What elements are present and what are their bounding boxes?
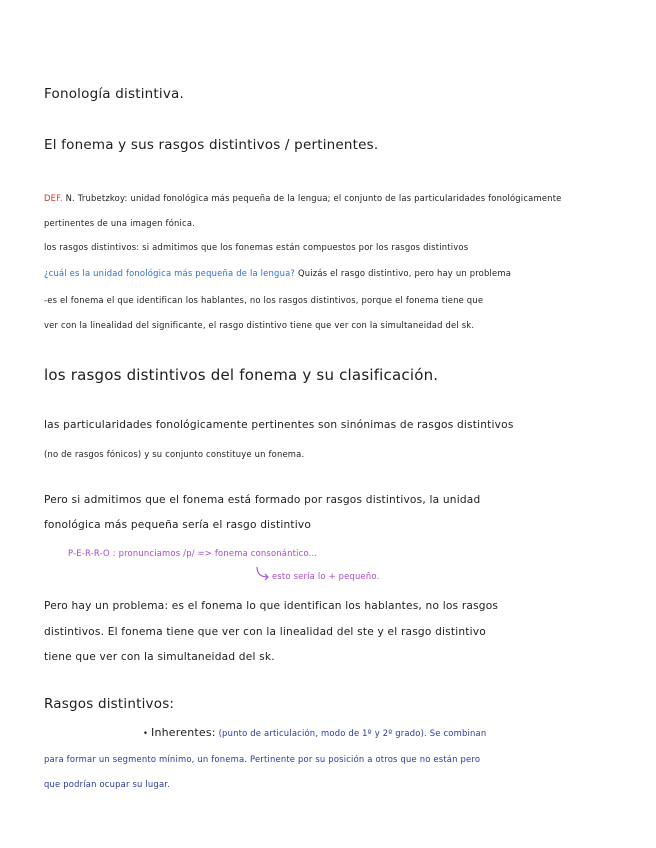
- definition-line-2: pertinentes de una imagen fónica.: [44, 218, 196, 228]
- definition-text: N. Trubetzkoy: unidad fonológica más pequeña de la lengua; el conjunto de las particularidades fonológicamente: [65, 193, 562, 203]
- section-heading-rasgos: Rasgos distintivos:: [44, 696, 175, 712]
- inherentes-text-1: (punto de articulación, modo de 1º y 2º grado). Se combinan: [218, 728, 487, 738]
- paragraph-3-line-2: distintivos. El fonema tiene que ver con la linealidad del ste y el rasgo distintivo: [44, 626, 486, 638]
- paragraph-1-line-1: las particularidades fonológicamente pertinentes son sinónimas de rasgos distintivos: [44, 419, 514, 431]
- problem-line-2: ver con la linealidad del significante, el rasgo distintivo tiene que ver con la simultaneidad del sk.: [44, 320, 475, 330]
- definition-tag: DEF.: [44, 193, 63, 203]
- section-heading-fonema: El fonema y sus rasgos distintivos / pertinentes.: [44, 137, 379, 153]
- question-text: ¿cuál es la unidad fonológica más pequeña de la lengua?: [44, 268, 296, 278]
- paragraph-1-line-2: (no de rasgos fónicos) y su conjunto constituye un fonema.: [44, 449, 305, 459]
- example-note: esto sería lo + pequeño.: [272, 571, 380, 581]
- curved-arrow-icon: [254, 566, 274, 582]
- page-title: Fonología distintiva.: [44, 86, 185, 102]
- inherentes-label: Inherentes:: [151, 726, 216, 739]
- section-heading-clasificacion: los rasgos distintivos del fonema y su clasificación.: [44, 366, 439, 384]
- paragraph-3-line-1: Pero hay un problema: es el fonema lo que identifican los hablantes, no los rasgos: [44, 600, 499, 612]
- question-answer: Quizás el rasgo distintivo, pero hay un problema: [297, 268, 512, 278]
- rasgos-line: los rasgos distintivos: si admitimos que los fonemas están compuestos por los rasgos distintivos: [44, 242, 469, 252]
- paragraph-2-line-1: Pero si admitimos que el fonema está formado por rasgos distintivos, la unidad: [44, 494, 481, 506]
- paragraph-3-line-3: tiene que ver con la simultaneidad del sk.: [44, 651, 275, 663]
- problem-line-1: -es el fonema el que identifican los hablantes, no los rasgos distintivos, porque el fonema tiene que: [44, 295, 484, 305]
- bullet-icon: •: [143, 728, 149, 738]
- example-perro: P-E-R-R-O : pronunciamos /p/ => fonema consonántico...: [68, 548, 318, 558]
- inherentes-line-3: que podrían ocupar su lugar.: [44, 779, 171, 789]
- inherentes-line-2: para formar un segmento mínimo, un fonema. Pertinente por su posición a otros que no están pero: [44, 754, 481, 764]
- definition-line-1: [44, 193, 562, 203]
- question-line: [44, 268, 511, 278]
- paragraph-2-line-2: fonológica más pequeña sería el rasgo distintivo: [44, 519, 312, 531]
- inherentes-line-1: [143, 726, 486, 739]
